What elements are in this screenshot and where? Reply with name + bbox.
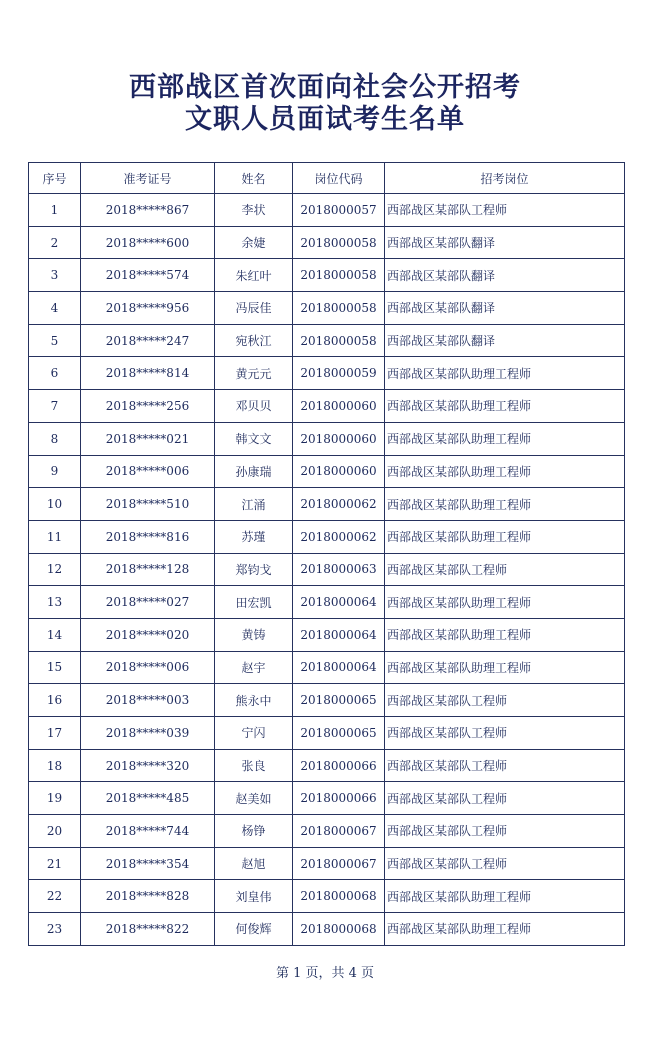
row-exam-number: 2018*****247 [81, 324, 215, 357]
table-row [29, 880, 625, 913]
row-name: 苏瑾 [215, 520, 293, 553]
row-position: 西部战区某部队翻译 [385, 292, 625, 325]
row-position: 西部战区某部队助理工程师 [385, 618, 625, 651]
row-position-code: 2018000058 [293, 259, 385, 292]
row-name: 余婕 [215, 226, 293, 259]
row-index: 18 [29, 749, 81, 782]
row-index: 6 [29, 357, 81, 390]
row-exam-number: 2018*****003 [81, 684, 215, 717]
row-name: 杨铮 [215, 815, 293, 848]
table-row [29, 717, 625, 750]
row-position: 西部战区某部队助理工程师 [385, 390, 625, 423]
table-row [29, 651, 625, 684]
row-exam-number: 2018*****744 [81, 815, 215, 848]
row-name: 李状 [215, 194, 293, 227]
row-index: 12 [29, 553, 81, 586]
row-exam-number: 2018*****867 [81, 194, 215, 227]
row-index: 17 [29, 717, 81, 750]
row-index: 20 [29, 815, 81, 848]
row-name: 宛秋江 [215, 324, 293, 357]
row-position-code: 2018000066 [293, 782, 385, 815]
row-position: 西部战区某部队工程师 [385, 553, 625, 586]
row-name: 刘皇伟 [215, 880, 293, 913]
table-row [29, 782, 625, 815]
table-row [29, 684, 625, 717]
table-header-row [29, 163, 625, 194]
row-name: 宁闪 [215, 717, 293, 750]
row-exam-number: 2018*****320 [81, 749, 215, 782]
row-index: 16 [29, 684, 81, 717]
row-exam-number: 2018*****822 [81, 913, 215, 946]
table-row [29, 815, 625, 848]
row-exam-number: 2018*****814 [81, 357, 215, 390]
row-position: 西部战区某部队助理工程师 [385, 357, 625, 390]
row-position-code: 2018000065 [293, 684, 385, 717]
row-position: 西部战区某部队助理工程师 [385, 651, 625, 684]
row-position-code: 2018000058 [293, 324, 385, 357]
row-index: 2 [29, 226, 81, 259]
row-index: 15 [29, 651, 81, 684]
table-row [29, 422, 625, 455]
row-index: 3 [29, 259, 81, 292]
table-row [29, 586, 625, 619]
row-position-code: 2018000062 [293, 520, 385, 553]
row-exam-number: 2018*****128 [81, 553, 215, 586]
row-exam-number: 2018*****006 [81, 651, 215, 684]
row-position-code: 2018000067 [293, 815, 385, 848]
row-exam-number: 2018*****256 [81, 390, 215, 423]
row-position: 西部战区某部队工程师 [385, 194, 625, 227]
row-index: 11 [29, 520, 81, 553]
row-index: 14 [29, 618, 81, 651]
table-row [29, 357, 625, 390]
row-exam-number: 2018*****485 [81, 782, 215, 815]
table-row [29, 618, 625, 651]
row-position-code: 2018000058 [293, 292, 385, 325]
table-row [29, 194, 625, 227]
document-title-line-1: 西部战区首次面向社会公开招考 [129, 72, 521, 103]
row-position-code: 2018000059 [293, 357, 385, 390]
row-position: 西部战区某部队翻译 [385, 226, 625, 259]
row-name: 赵宇 [215, 651, 293, 684]
row-position-code: 2018000060 [293, 422, 385, 455]
table-row [29, 259, 625, 292]
row-name: 孙康瑞 [215, 455, 293, 488]
row-name: 黄铸 [215, 618, 293, 651]
header-position-code: 岗位代码 [293, 163, 385, 194]
header-name: 姓名 [215, 163, 293, 194]
row-index: 22 [29, 880, 81, 913]
table-row [29, 749, 625, 782]
row-exam-number: 2018*****600 [81, 226, 215, 259]
row-exam-number: 2018*****020 [81, 618, 215, 651]
row-position: 西部战区某部队工程师 [385, 717, 625, 750]
table-row [29, 292, 625, 325]
row-position: 西部战区某部队助理工程师 [385, 880, 625, 913]
row-position-code: 2018000063 [293, 553, 385, 586]
table-row [29, 390, 625, 423]
row-position: 西部战区某部队翻译 [385, 324, 625, 357]
row-name: 邓贝贝 [215, 390, 293, 423]
document-title-line-2: 文职人员面试考生名单 [185, 104, 465, 135]
row-name: 黄元元 [215, 357, 293, 390]
page-footer: 第 1 页，共 4 页 [275, 966, 375, 981]
row-position: 西部战区某部队助理工程师 [385, 520, 625, 553]
row-position: 西部战区某部队助理工程师 [385, 422, 625, 455]
row-position: 西部战区某部队助理工程师 [385, 913, 625, 946]
row-index: 13 [29, 586, 81, 619]
row-position-code: 2018000060 [293, 390, 385, 423]
header-position: 招考岗位 [385, 163, 625, 194]
row-name: 田宏凯 [215, 586, 293, 619]
row-exam-number: 2018*****021 [81, 422, 215, 455]
row-position-code: 2018000057 [293, 194, 385, 227]
row-exam-number: 2018*****354 [81, 847, 215, 880]
row-position: 西部战区某部队助理工程师 [385, 586, 625, 619]
row-exam-number: 2018*****027 [81, 586, 215, 619]
row-position-code: 2018000066 [293, 749, 385, 782]
row-position-code: 2018000060 [293, 455, 385, 488]
row-index: 1 [29, 194, 81, 227]
header-index: 序号 [29, 163, 81, 194]
row-position-code: 2018000064 [293, 586, 385, 619]
table-row [29, 324, 625, 357]
header-exam-number: 准考证号 [81, 163, 215, 194]
row-index: 9 [29, 455, 81, 488]
row-name: 朱红叶 [215, 259, 293, 292]
row-name: 何俊辉 [215, 913, 293, 946]
row-index: 21 [29, 847, 81, 880]
row-index: 7 [29, 390, 81, 423]
candidate-table [28, 162, 625, 946]
row-position-code: 2018000067 [293, 847, 385, 880]
row-position: 西部战区某部队工程师 [385, 749, 625, 782]
row-exam-number: 2018*****006 [81, 455, 215, 488]
row-position-code: 2018000065 [293, 717, 385, 750]
row-position: 西部战区某部队翻译 [385, 259, 625, 292]
row-position: 西部战区某部队助理工程师 [385, 455, 625, 488]
table-row [29, 488, 625, 521]
row-name: 韩文文 [215, 422, 293, 455]
row-name: 熊永中 [215, 684, 293, 717]
row-name: 冯辰佳 [215, 292, 293, 325]
table-row [29, 455, 625, 488]
row-position: 西部战区某部队助理工程师 [385, 488, 625, 521]
row-position: 西部战区某部队工程师 [385, 815, 625, 848]
row-position-code: 2018000058 [293, 226, 385, 259]
row-index: 8 [29, 422, 81, 455]
row-exam-number: 2018*****816 [81, 520, 215, 553]
row-position: 西部战区某部队工程师 [385, 782, 625, 815]
row-name: 张良 [215, 749, 293, 782]
row-name: 赵旭 [215, 847, 293, 880]
row-position: 西部战区某部队工程师 [385, 847, 625, 880]
table-row [29, 913, 625, 946]
row-position: 西部战区某部队工程师 [385, 684, 625, 717]
row-position-code: 2018000068 [293, 880, 385, 913]
table-row [29, 553, 625, 586]
row-index: 23 [29, 913, 81, 946]
row-exam-number: 2018*****574 [81, 259, 215, 292]
row-index: 5 [29, 324, 81, 357]
table-row [29, 847, 625, 880]
row-name: 郑钧戈 [215, 553, 293, 586]
table-row [29, 226, 625, 259]
row-position-code: 2018000062 [293, 488, 385, 521]
row-exam-number: 2018*****828 [81, 880, 215, 913]
row-index: 19 [29, 782, 81, 815]
row-exam-number: 2018*****510 [81, 488, 215, 521]
row-position-code: 2018000064 [293, 651, 385, 684]
row-index: 4 [29, 292, 81, 325]
row-position-code: 2018000068 [293, 913, 385, 946]
row-position-code: 2018000064 [293, 618, 385, 651]
row-exam-number: 2018*****039 [81, 717, 215, 750]
row-exam-number: 2018*****956 [81, 292, 215, 325]
table-row [29, 520, 625, 553]
table-body [29, 194, 625, 946]
row-name: 江涌 [215, 488, 293, 521]
row-name: 赵美如 [215, 782, 293, 815]
row-index: 10 [29, 488, 81, 521]
